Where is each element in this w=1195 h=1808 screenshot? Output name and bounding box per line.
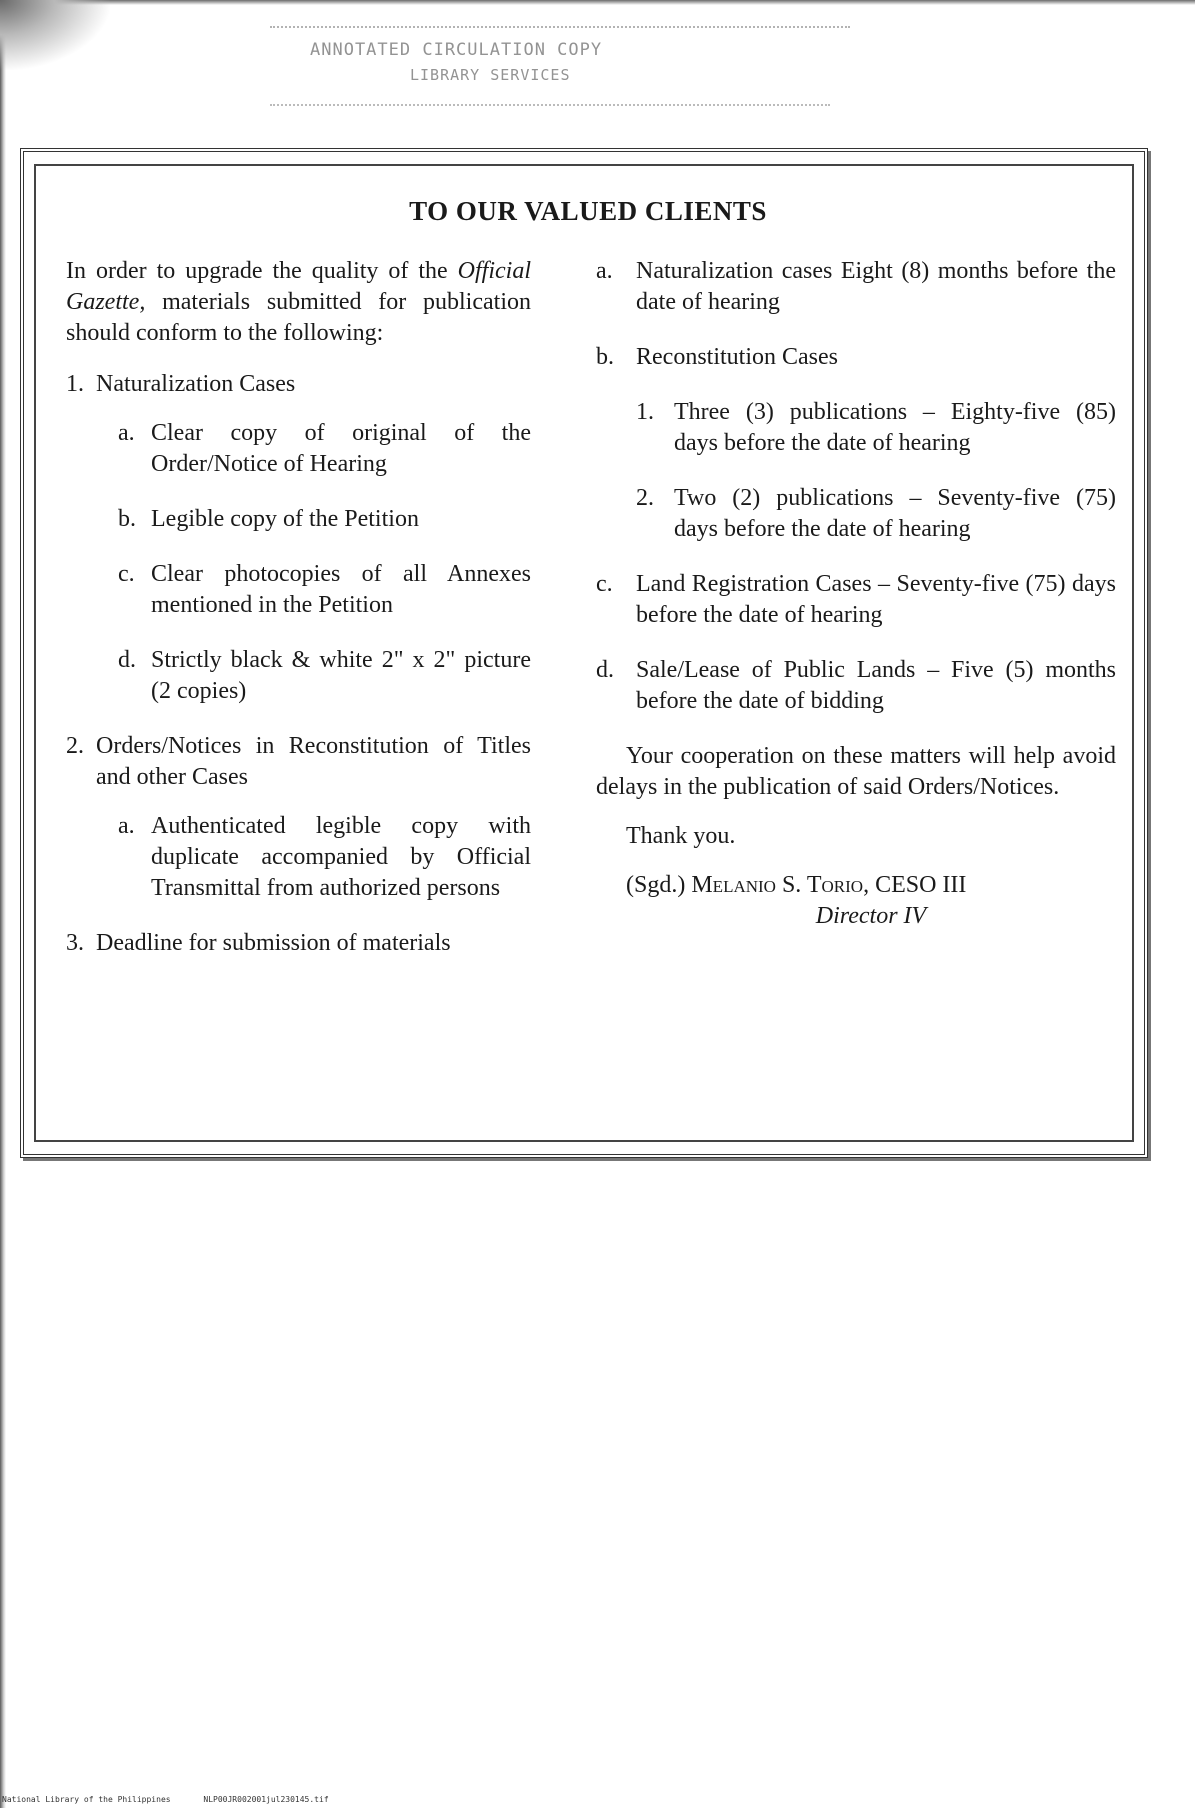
item-text: Sale/Lease of Public Lands – Five (5) months before the date of bidding bbox=[636, 657, 1116, 714]
item-number: 1. bbox=[636, 399, 654, 425]
item-letter: c. bbox=[596, 571, 613, 597]
list-item-sub bbox=[66, 559, 531, 621]
item-text: Two (2) publications – Seventy-five (75) days before the date of hearing bbox=[674, 485, 1116, 542]
item-number: 3. bbox=[66, 930, 84, 956]
deadline-naturalization bbox=[596, 256, 1116, 318]
deadline-reconstitution bbox=[596, 342, 1116, 373]
stamp-text-line1: ANNOTATED CIRCULATION COPY bbox=[310, 40, 603, 60]
stamp-text-line2: LIBRARY SERVICES bbox=[410, 66, 571, 84]
item-text: Deadline for submission of materials bbox=[96, 930, 451, 956]
intro-text-start: In order to upgrade the quality of the bbox=[66, 258, 458, 284]
item-letter: c. bbox=[118, 561, 135, 587]
list-item-sub bbox=[66, 645, 531, 707]
item-letter: b. bbox=[118, 506, 136, 532]
item-text: Three (3) publications – Eighty-five (85) days before the date of hearing bbox=[674, 399, 1116, 456]
item-letter: a. bbox=[596, 258, 613, 284]
item-text: Reconstitution Cases bbox=[636, 344, 838, 370]
closing-paragraph: Your cooperation on these matters will help avoid delays in the publication of said Orders/Notices. bbox=[596, 743, 1116, 800]
notice-inner-border bbox=[34, 164, 1134, 1142]
item-letter: d. bbox=[596, 657, 614, 683]
item-letter: a. bbox=[118, 420, 135, 446]
item-number: 1. bbox=[66, 371, 84, 397]
item-text: Naturalization Cases bbox=[96, 371, 296, 397]
scan-top-edge bbox=[0, 0, 1195, 5]
list-item-reconstitution bbox=[66, 731, 531, 793]
deadline-public-lands bbox=[596, 655, 1116, 717]
intro-text-end: materials submitted for publication should conform to the following: bbox=[66, 289, 531, 346]
faded-stamp bbox=[270, 8, 870, 108]
signatory-rank: , CESO III bbox=[863, 872, 967, 898]
item-number: 2. bbox=[66, 733, 84, 759]
footer-library: National Library of the Philippines bbox=[2, 1795, 171, 1804]
item-text: Clear photocopies of all Annexes mentioned in the Petition bbox=[151, 561, 531, 618]
item-text: Clear copy of original of the Order/Notice of Hearing bbox=[151, 420, 531, 477]
deadline-sub bbox=[596, 483, 1116, 545]
item-text: Orders/Notices in Reconstitution of Titles and other Cases bbox=[96, 733, 531, 790]
notice-box bbox=[20, 148, 1148, 1158]
item-letter: d. bbox=[118, 647, 136, 673]
list-item-deadline bbox=[66, 928, 531, 959]
list-item-naturalization bbox=[66, 369, 531, 400]
item-text: Legible copy of the Petition bbox=[151, 506, 419, 532]
footer-filename: NLP00JR002001jul230145.tif bbox=[203, 1795, 329, 1804]
signature-block bbox=[596, 870, 1116, 901]
deadline-land-registration bbox=[596, 569, 1116, 631]
item-letter: a. bbox=[118, 813, 135, 839]
right-column bbox=[596, 256, 1116, 932]
item-text: Land Registration Cases – Seventy-five (75) days before the date of hearing bbox=[636, 571, 1116, 628]
intro-paragraph bbox=[66, 256, 531, 349]
thank-you-line: Thank you. bbox=[626, 823, 736, 849]
stamp-rule-top bbox=[270, 26, 850, 28]
left-column bbox=[66, 256, 531, 977]
deadline-sub bbox=[596, 397, 1116, 459]
signatory-name: Melanio S. Torio bbox=[691, 872, 864, 898]
item-letter: b. bbox=[596, 344, 614, 370]
item-text: Strictly black & white 2" x 2" picture (2 copies) bbox=[151, 647, 531, 704]
list-item-sub bbox=[66, 811, 531, 904]
signature-prefix: (Sgd.) bbox=[626, 872, 692, 898]
scan-corner-shadow bbox=[0, 0, 110, 70]
item-text: Authenticated legible copy with duplicate accompanied by Official Transmittal from authorized persons bbox=[151, 813, 531, 901]
intro-publication-name: Official Gazette, bbox=[66, 258, 531, 315]
notice-title: TO OUR VALUED CLIENTS bbox=[409, 196, 767, 226]
list-item-sub bbox=[66, 504, 531, 535]
item-number: 2. bbox=[636, 485, 654, 511]
item-text: Naturalization cases Eight (8) months before the date of hearing bbox=[636, 258, 1116, 315]
list-item-sub bbox=[66, 418, 531, 480]
scan-edge bbox=[0, 0, 6, 1808]
signatory-title: Director IV bbox=[815, 903, 927, 929]
scan-footer bbox=[2, 1795, 357, 1804]
stamp-rule-bottom bbox=[270, 104, 830, 106]
